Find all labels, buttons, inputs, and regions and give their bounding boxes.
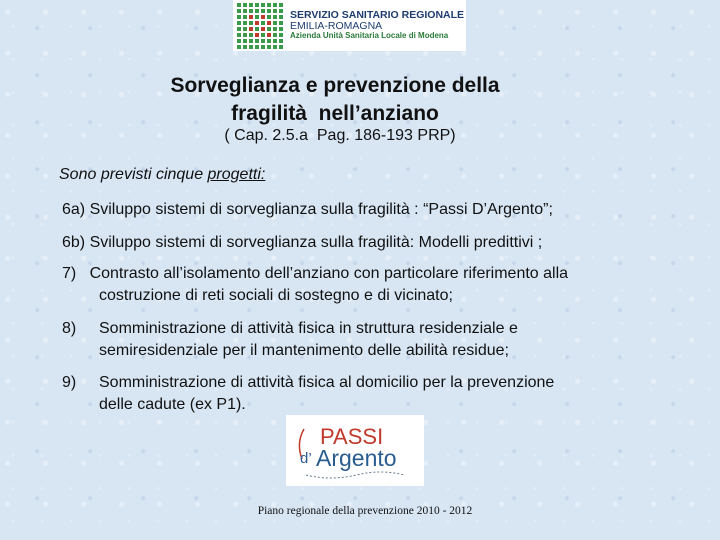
title-line-2: fragilità nell’anziano <box>231 102 439 125</box>
list-item <box>62 199 682 221</box>
logo-dot <box>243 33 247 37</box>
logo-dot <box>243 27 247 31</box>
logo-dot <box>249 27 253 31</box>
logo-line-2: EMILIA-ROMAGNA <box>290 20 383 33</box>
intro-text <box>59 166 265 184</box>
logo-dot <box>255 9 259 13</box>
logo-dot <box>261 39 265 43</box>
logo-dot <box>267 15 271 19</box>
logo-text <box>290 10 464 40</box>
logo-dot <box>255 27 259 31</box>
logo-dot <box>255 3 259 7</box>
logo-dot <box>249 21 253 25</box>
logo-dot <box>279 39 283 43</box>
logo-dot <box>273 45 277 49</box>
logo-dot <box>261 3 265 7</box>
logo-dot <box>273 39 277 43</box>
logo-dot <box>249 3 253 7</box>
item-text: Contrasto all’isolamento dell’anziano con particolare riferimento alla <box>89 265 569 282</box>
logo-dot <box>267 45 271 49</box>
logo-dot <box>249 15 253 19</box>
logo-dot <box>237 39 241 43</box>
intro-part-2: progetti: <box>207 166 266 183</box>
logo-dot <box>267 33 271 37</box>
item-text-continued: semiresidenziale per il mantenimento delle abilità residue; <box>99 342 509 359</box>
logo-dot <box>243 15 247 19</box>
logo-dot <box>243 45 247 49</box>
logo-dot <box>261 21 265 25</box>
logo-line-3: Azienda Unità Sanitaria Locale di Modena <box>290 31 449 41</box>
footsteps-decoration <box>306 472 404 478</box>
logo-dot <box>243 9 247 13</box>
list-item <box>62 318 682 362</box>
title-line-1: Sorveglianza e prevenzione della <box>170 74 500 97</box>
logo-dot <box>279 21 283 25</box>
item-text: Somministrazione di attività fisica al domicilio per la prevenzione <box>99 374 555 391</box>
item-text-continued: costruzione di reti sociali di sostegno e di vicinato; <box>99 287 453 304</box>
logo-dot <box>279 9 283 13</box>
logo-dot <box>261 9 265 13</box>
list-item <box>62 372 682 416</box>
logo-dot <box>261 27 265 31</box>
logo-dot <box>273 27 277 31</box>
item-text: Somministrazione di attività fisica in struttura residenziale e <box>99 320 518 337</box>
logo-dot <box>237 21 241 25</box>
list-item <box>62 232 682 254</box>
logo-line-1: SERVIZIO SANITARIO REGIONALE <box>290 9 465 21</box>
item-text: Sviluppo sistemi di sorveglianza sulla fragilità: Modelli predittivi ; <box>89 234 543 251</box>
logo-dot <box>273 33 277 37</box>
logo-dot <box>279 45 283 49</box>
ssr-emilia-romagna-logo <box>233 0 466 51</box>
logo-dot <box>243 21 247 25</box>
logo-dot <box>237 15 241 19</box>
footer-text: Piano regionale della prevenzione 2010 - 2012 <box>257 505 473 517</box>
logo-dot <box>279 33 283 37</box>
logo-dot <box>249 9 253 13</box>
logo-dot <box>261 45 265 49</box>
item-number: 6b) <box>62 234 86 251</box>
passi-prefix: d’ <box>300 450 312 467</box>
logo-dot <box>243 3 247 7</box>
logo-dot <box>243 39 247 43</box>
logo-dot <box>255 39 259 43</box>
logo-dot <box>273 21 277 25</box>
intro-part-1: Sono previsti cinque <box>59 166 208 183</box>
logo-dot <box>273 15 277 19</box>
passi-dargento-logo <box>286 415 424 486</box>
logo-dot <box>267 9 271 13</box>
logo-dot <box>237 3 241 7</box>
item-text: Sviluppo sistemi di sorveglianza sulla fragilità : “Passi D’Argento”; <box>89 201 553 218</box>
logo-dot <box>237 9 241 13</box>
item-number: 8) <box>62 320 77 337</box>
logo-dot <box>261 33 265 37</box>
logo-dot <box>273 3 277 7</box>
logo-dot <box>255 45 259 49</box>
logo-dot <box>255 15 259 19</box>
logo-dot <box>237 27 241 31</box>
logo-dot <box>267 21 271 25</box>
item-number: 6a) <box>62 201 86 218</box>
dot-grid-logo-icon <box>236 2 284 49</box>
logo-dot <box>273 9 277 13</box>
passi-word: PASSI <box>320 424 384 449</box>
item-number: 7) <box>62 265 77 282</box>
logo-dot <box>267 3 271 7</box>
logo-dot <box>255 21 259 25</box>
argento-word: Argento <box>316 445 397 471</box>
logo-dot <box>237 45 241 49</box>
slide-subtitle: ( Cap. 2.5.a Pag. 186-193 PRP) <box>224 127 456 144</box>
item-text-continued: delle cadute (ex P1). <box>99 396 246 413</box>
slide-title <box>130 72 540 128</box>
logo-dot <box>279 15 283 19</box>
list-item <box>62 263 682 307</box>
passi-dargento-logo-graphic <box>286 415 424 486</box>
logo-dot <box>267 27 271 31</box>
logo-dot <box>237 33 241 37</box>
logo-dot <box>249 45 253 49</box>
logo-dot <box>261 15 265 19</box>
logo-dot <box>267 39 271 43</box>
logo-dot <box>279 3 283 7</box>
logo-dot <box>249 39 253 43</box>
logo-dot <box>255 33 259 37</box>
logo-dot <box>279 27 283 31</box>
logo-dot <box>249 33 253 37</box>
item-number: 9) <box>62 374 77 391</box>
